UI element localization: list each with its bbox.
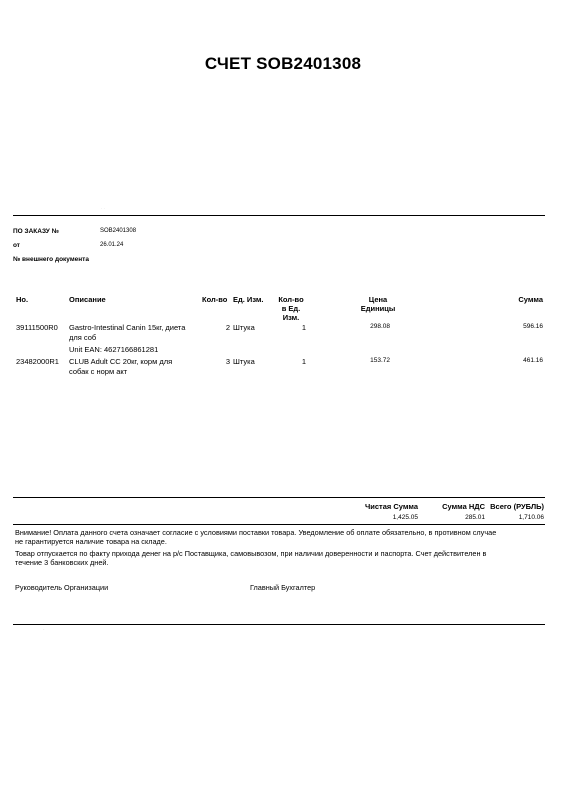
item-amount: 596.16 bbox=[523, 323, 543, 330]
item-description bbox=[69, 357, 229, 376]
order-date: 26.01.24 bbox=[100, 242, 124, 248]
vat-amount-value: 285.01 bbox=[465, 514, 485, 521]
col-header-qty-per-unit-line: Изм. bbox=[282, 313, 300, 322]
item-description-line: Gastro-Intestinal Canin 15кг, диета bbox=[69, 323, 186, 332]
item-price: 153.72 bbox=[370, 357, 390, 364]
col-header-price bbox=[355, 295, 401, 313]
invoice-title: СЧЕТ SOB2401308 bbox=[204, 54, 362, 73]
col-header-price-line: Цена bbox=[368, 295, 388, 304]
col-header-qty-per-unit-line: в Ед. bbox=[281, 304, 301, 313]
col-header-qty-per-unit-line: Кол-во bbox=[278, 295, 304, 304]
net-amount-value: 1,425.05 bbox=[392, 514, 418, 521]
order-label: ПО ЗАКАЗУ № bbox=[13, 228, 59, 235]
payment-warning bbox=[15, 528, 545, 547]
item-description-line: для соб bbox=[69, 332, 97, 342]
total-amount-label: Всего (РУБЛЬ) bbox=[490, 502, 544, 511]
net-amount-label: Чистая Сумма bbox=[364, 502, 418, 511]
totals-bottom-rule bbox=[13, 524, 545, 525]
item-qty: 3 bbox=[225, 357, 230, 366]
vat-amount-label: Сумма НДС bbox=[442, 502, 485, 511]
col-header-unit: Ед. Изм. bbox=[233, 295, 264, 304]
faint-mark: · · bbox=[101, 206, 105, 211]
item-unit: Штука bbox=[233, 357, 255, 366]
external-doc-label: № внешнего документа bbox=[13, 256, 89, 263]
release-conditions-line: течение 3 банковских дней. bbox=[15, 558, 109, 568]
item-amount: 461.16 bbox=[523, 357, 543, 364]
item-number: 23482000R1 bbox=[16, 357, 59, 366]
item-number: 39111500R0 bbox=[16, 323, 58, 332]
director-signature-label: Руководитель Организации bbox=[15, 583, 109, 592]
item-qty: 2 bbox=[225, 323, 230, 332]
payment-warning-line: Внимание! Оплата данного счета означает согласие с условиями поставки товара. Уведомление об оплате обязательно, в противном случае bbox=[15, 528, 497, 537]
item-qty-per-unit: 1 bbox=[301, 357, 306, 366]
payment-warning-line: не гарантируется наличие товара на складе. bbox=[15, 537, 167, 547]
item-description-line: CLUB Adult CC 20кг, корм для bbox=[69, 357, 173, 366]
col-header-description: Описание bbox=[69, 295, 106, 304]
item-description bbox=[69, 323, 229, 342]
item-qty-per-unit: 1 bbox=[301, 323, 306, 332]
item-description-line: собак с норм акт bbox=[69, 366, 128, 376]
item-ean: Unit EAN: 4627166861281 bbox=[69, 345, 159, 354]
order-number: SOB2401308 bbox=[100, 228, 137, 234]
accountant-signature-label: Главный Бухгалтер bbox=[250, 583, 316, 592]
col-header-amount: Сумма bbox=[518, 295, 543, 304]
footer-rule bbox=[13, 624, 545, 625]
release-conditions-line: Товар отпускается по факту прихода денег на р/с Поставщика, самовывозом, при наличии доверенности и паспорта. Счет действителен в bbox=[15, 549, 487, 558]
col-header-no: Но. bbox=[16, 295, 29, 304]
faint-mark: - bbox=[43, 626, 45, 631]
item-unit: Штука bbox=[233, 323, 255, 332]
date-label: от bbox=[13, 242, 20, 249]
col-header-qty-per-unit bbox=[272, 295, 310, 322]
col-header-qty: Кол-во bbox=[202, 295, 228, 304]
total-amount-value: 1,710.06 bbox=[518, 514, 544, 521]
header-rule bbox=[13, 215, 545, 216]
col-header-price-line: Единицы bbox=[360, 304, 396, 313]
item-price: 298.08 bbox=[370, 323, 390, 330]
totals-top-rule bbox=[13, 497, 545, 498]
release-conditions bbox=[15, 549, 545, 568]
